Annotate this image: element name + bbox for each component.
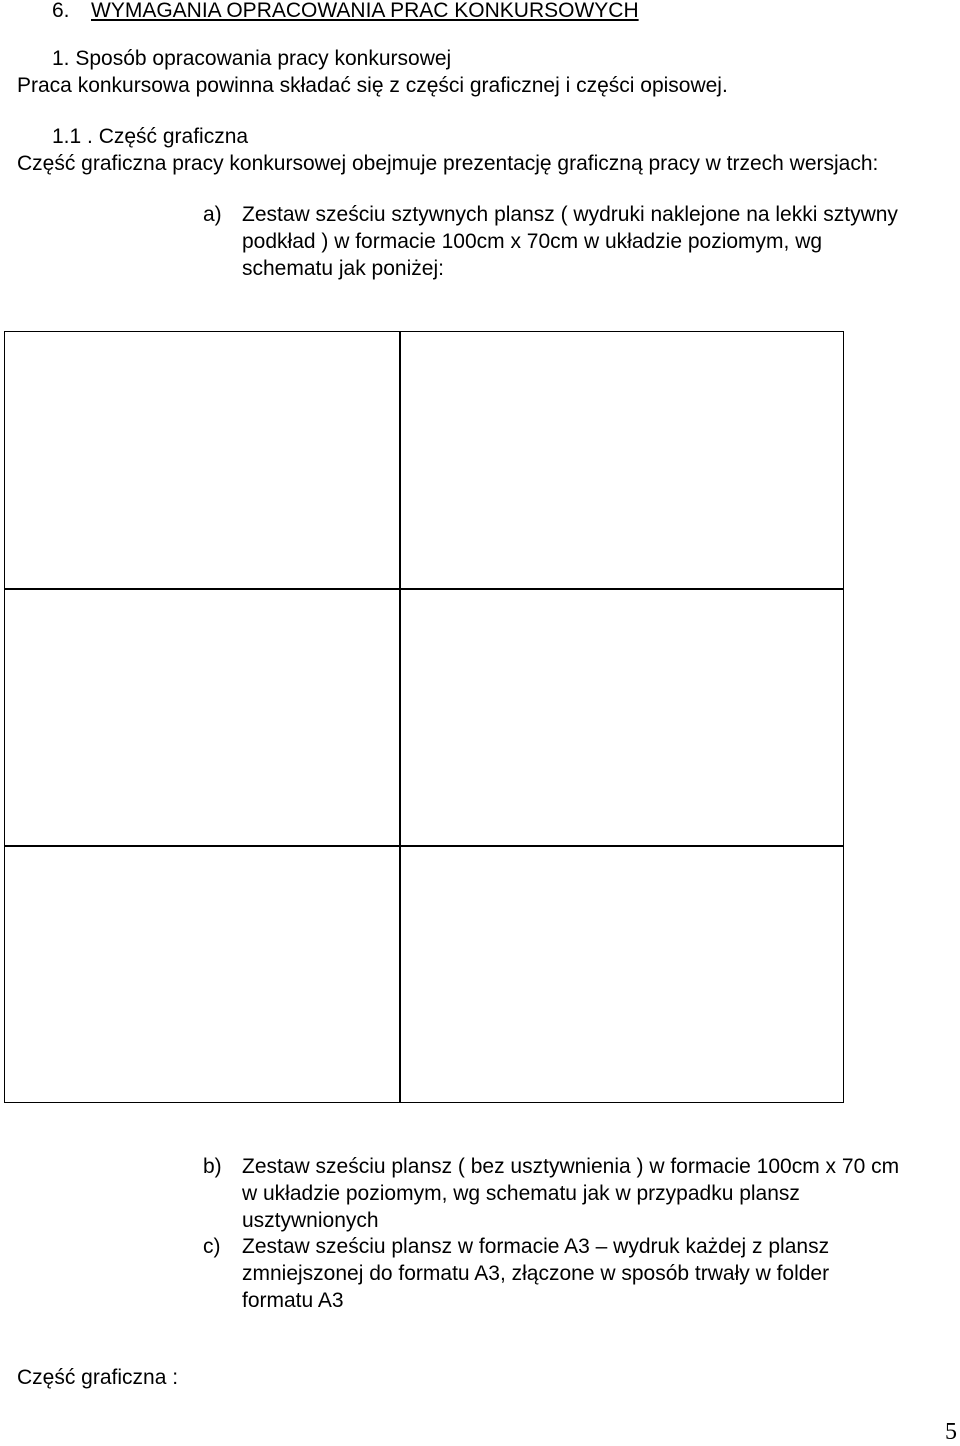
item-a-line-2: podkład ) w formacie 100cm x 70cm w układzie poziomym, wg: [242, 230, 823, 253]
item-c-marker: c): [203, 1235, 221, 1258]
board-cell-2: [399, 331, 844, 590]
item-b-line-2: w układzie poziomym, wg schematu jak w przypadku plansz: [242, 1182, 800, 1205]
item-a-line-3: schematu jak poniżej:: [242, 257, 444, 280]
part-heading: 1.1 . Część graficzna: [52, 125, 249, 148]
item-a-line-1: Zestaw sześciu sztywnych plansz ( wydruki naklejone na lekki sztywny: [242, 203, 898, 226]
item-c-line-3: formatu A3: [242, 1289, 344, 1312]
item-b-line-3: usztywnionych: [242, 1209, 379, 1232]
item-c-line-2: zmniejszonej do formatu A3, złączone w sposób trwały w folder: [242, 1262, 830, 1285]
item-b-marker: b): [203, 1155, 222, 1178]
board-cell-1: [4, 331, 401, 590]
section-title: WYMAGANIA OPRACOWANIA PRAC KONKURSOWYCH: [91, 0, 639, 22]
subsection-text: Praca konkursowa powinna składać się z części graficznej i części opisowej.: [17, 74, 728, 97]
board-layout-diagram: [4, 331, 844, 1103]
page-number: 5: [945, 1419, 957, 1445]
section-number: 6.: [52, 0, 70, 22]
item-b-line-1: Zestaw sześciu plansz ( bez usztywnienia ) w formacie 100cm x 70 cm: [242, 1155, 900, 1178]
part-text: Część graficzna pracy konkursowej obejmuje prezentację graficzną pracy w trzech wersjach:: [17, 152, 879, 175]
subsection-heading: 1. Sposób opracowania pracy konkursowej: [52, 47, 452, 70]
board-cell-4: [399, 588, 844, 847]
board-cell-5: [4, 845, 401, 1103]
footer-label: Część graficzna :: [17, 1366, 179, 1389]
item-c-line-1: Zestaw sześciu plansz w formacie A3 – wydruk każdej z plansz: [242, 1235, 830, 1258]
item-a-marker: a): [203, 203, 222, 226]
board-cell-3: [4, 588, 401, 847]
board-cell-6: [399, 845, 844, 1103]
